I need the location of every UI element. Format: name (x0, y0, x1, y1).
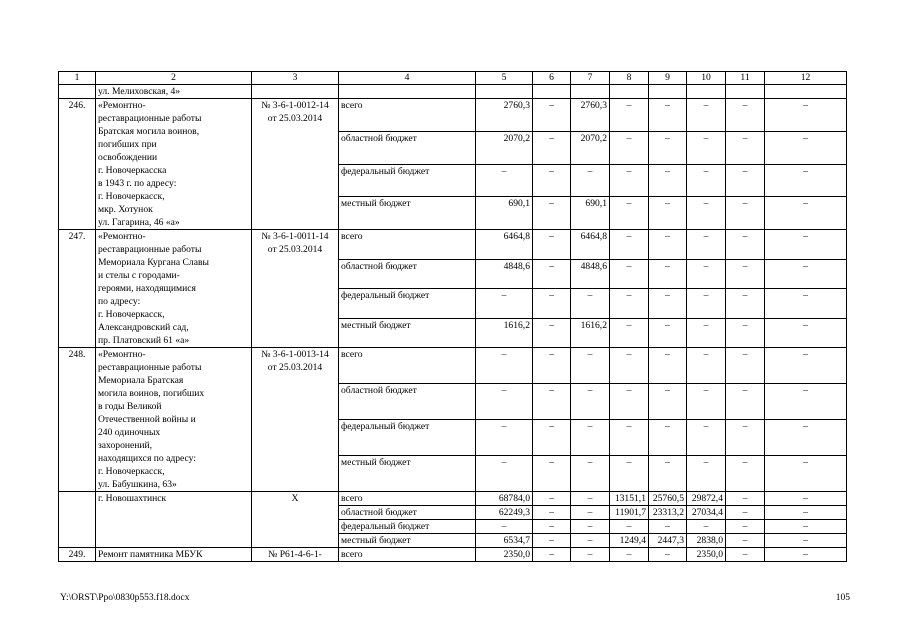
amount-cell-c6: – (533, 456, 571, 492)
amount-cell-c9: – (649, 230, 687, 260)
entry-name-line: «Ремонтно- (98, 349, 146, 360)
entry-name-line: Отечественной войны и (98, 414, 196, 425)
column-number-row (59, 72, 847, 85)
amount-cell-c12: – (765, 548, 847, 562)
entry-name-line: реставрационные работы (98, 113, 202, 124)
amount-cell-c10: 2838,0 (687, 534, 726, 548)
amount-cell-c10: – (687, 197, 726, 230)
amount-cell-c7: – (571, 520, 610, 534)
amount-cell-c8: 11901,7 (610, 506, 649, 520)
entry-number: 248. (59, 348, 96, 492)
amount-cell-c5: 68784,0 (476, 492, 533, 506)
entry-name-line: ул. Бабушкина, 63» (98, 479, 177, 490)
amount-cell-c6: – (533, 259, 571, 289)
budget-source-label: областной бюджет (339, 259, 476, 289)
amount-cell-c8: – (610, 164, 649, 197)
amount-cell-c9: – (649, 99, 687, 132)
entry-document-line: № Р61-4-6-1- (268, 549, 322, 560)
amount-cell-c5: – (476, 348, 533, 384)
amount-cell-c8: – (610, 318, 649, 348)
amount-cell-c5: 62249,3 (476, 506, 533, 520)
entry-name-line: Александровский сад, (98, 322, 189, 333)
entry-document (252, 230, 339, 348)
budget-source-label: всего (339, 230, 476, 260)
entry-name-line: погибших при (98, 139, 157, 150)
amount-cell-c5: 4848,6 (476, 259, 533, 289)
amount-cell-c11: – (726, 318, 765, 348)
budget-source-label: федеральный бюджет (339, 420, 476, 456)
entry-name-line: г. Новочеркасск, (98, 309, 165, 320)
amount-cell-c8: – (610, 289, 649, 319)
amount-cell-c9: 23313,2 (649, 506, 687, 520)
entry-name-line: г. Новочеркасска (98, 165, 167, 176)
entry-name-line: по адресу: (98, 296, 141, 307)
amount-cell-c7: – (571, 548, 610, 562)
entry-document-line: от 25.03.2014 (267, 113, 323, 124)
entry-name-line: «Ремонтно- (98, 231, 146, 242)
amount-cell-c9: – (649, 456, 687, 492)
amount-cell-c10: – (687, 348, 726, 384)
amount-cell-c9: – (649, 197, 687, 230)
amount-cell-c10: 2350,0 (687, 548, 726, 562)
budget-source-label: местный бюджет (339, 318, 476, 348)
entry-name-line: Мемориала Братская (98, 375, 184, 386)
entry-name-line: ул. Гагарина, 46 «а» (98, 217, 180, 228)
entry-name-line: в годы Великой (98, 401, 162, 412)
entry-name-line: героями, находящимися (98, 283, 196, 294)
amount-cell-c7: – (571, 348, 610, 384)
amount-cell-c11: – (726, 99, 765, 132)
amount-cell-c9: – (649, 131, 687, 164)
amount-cell-c11: – (726, 520, 765, 534)
amount-cell-c8: – (610, 520, 649, 534)
col-header: 8 (610, 72, 649, 85)
col-header: 1 (59, 72, 96, 85)
amount-cell-c11: – (726, 456, 765, 492)
amount-cell-c7: 1616,2 (571, 318, 610, 348)
entry-name-line: в 1943 г. по адресу: (98, 178, 177, 189)
budget-source-label: всего (339, 548, 476, 562)
entry-name-line: 240 одиночных (98, 427, 161, 438)
amount-cell-c9: 25760,5 (649, 492, 687, 506)
budget-source-label: федеральный бюджет (339, 520, 476, 534)
amount-cell-c12: – (765, 506, 847, 520)
entry-name-line: реставрационные работы (98, 362, 202, 373)
budget-source-label: всего (339, 348, 476, 384)
amount-cell-c6: – (533, 164, 571, 197)
amount-cell-c5: – (476, 420, 533, 456)
amount-cell-c11: – (726, 420, 765, 456)
amount-cell-c6: – (533, 520, 571, 534)
entry-document (252, 492, 339, 548)
budget-row (59, 230, 847, 260)
budget-source-label: всего (339, 492, 476, 506)
budget-source-label: федеральный бюджет (339, 164, 476, 197)
amount-cell-c9: – (649, 348, 687, 384)
amount-cell-c9: – (649, 384, 687, 420)
amount-cell-c6: – (533, 318, 571, 348)
entry-name-line: могила воинов, погибших (98, 388, 205, 399)
amount-cell-c8: – (610, 131, 649, 164)
entry-name (96, 548, 252, 562)
amount-cell-c7: – (571, 506, 610, 520)
amount-cell-c12: – (765, 318, 847, 348)
entry-document-line: от 25.03.2014 (267, 362, 323, 373)
amount-cell-c7: – (571, 164, 610, 197)
entry-document-line: № 3-6-1-0012-14 (261, 100, 329, 111)
amount-cell-c8: – (610, 548, 649, 562)
amount-cell-c10: – (687, 99, 726, 132)
amount-cell-c5: 6534,7 (476, 534, 533, 548)
col-header: 4 (339, 72, 476, 85)
amount-cell-c11: – (726, 348, 765, 384)
amount-cell-c8: – (610, 420, 649, 456)
amount-cell-c5: – (476, 520, 533, 534)
amount-cell-c11: – (726, 384, 765, 420)
entry-document (252, 548, 339, 562)
amount-cell-c10: – (687, 384, 726, 420)
amount-cell-c10: 27034,4 (687, 506, 726, 520)
col-header: 11 (726, 72, 765, 85)
amount-cell-c7: – (571, 492, 610, 506)
entry-name-line: г. Новошахтинск (98, 493, 167, 504)
col-header: 9 (649, 72, 687, 85)
amount-cell-c11: – (726, 548, 765, 562)
amount-cell-c8: – (610, 456, 649, 492)
col-header: 10 (687, 72, 726, 85)
amount-cell-c12: – (765, 99, 847, 132)
amount-cell-c9: – (649, 420, 687, 456)
col-header: 6 (533, 72, 571, 85)
amount-cell-c10: – (687, 164, 726, 197)
amount-cell-c7: – (571, 289, 610, 319)
amount-cell-c11: – (726, 289, 765, 319)
amount-cell-c10: – (687, 318, 726, 348)
amount-cell-c6: – (533, 99, 571, 132)
amount-cell-c7: 2760,3 (571, 99, 610, 132)
amount-cell-c9: – (649, 259, 687, 289)
amount-cell-c6: – (533, 230, 571, 260)
amount-cell-c5: 2070,2 (476, 131, 533, 164)
amount-cell-c6: – (533, 348, 571, 384)
entry-name-line: реставрационные работы (98, 244, 202, 255)
amount-cell-c7: 4848,6 (571, 259, 610, 289)
budget-source-label: федеральный бюджет (339, 289, 476, 319)
amount-cell-c12: – (765, 492, 847, 506)
amount-cell-c6: – (533, 420, 571, 456)
entry-name-line: г. Новочеркасск, (98, 191, 165, 202)
amount-cell-c9: – (649, 164, 687, 197)
amount-cell-c7: 2070,2 (571, 131, 610, 164)
budget-source-label: всего (339, 99, 476, 132)
amount-cell-c12: – (765, 456, 847, 492)
amount-cell-c8: – (610, 230, 649, 260)
amount-cell-c6: – (533, 131, 571, 164)
entry-name-line: освобождении (98, 152, 158, 163)
footer-file-path: Y:\ORST\Ppo\0830p553.f18.docx (60, 593, 190, 603)
amount-cell-c11: – (726, 164, 765, 197)
entry-name-line: мкр. Хотунок (98, 204, 153, 215)
amount-cell-c7: – (571, 456, 610, 492)
amount-cell-c12: – (765, 164, 847, 197)
entry-document-line: № 3-6-1-0011-14 (261, 231, 329, 242)
amount-cell-c6: – (533, 492, 571, 506)
entry-name-line: захоронений, (98, 440, 153, 451)
amount-cell-c9: – (649, 289, 687, 319)
entry-name-line: находящихся по адресу: (98, 453, 196, 464)
amount-cell-c8: – (610, 197, 649, 230)
entry-name-line: «Ремонтно- (98, 100, 146, 111)
amount-cell-c7: – (571, 384, 610, 420)
amount-cell-c7: – (571, 534, 610, 548)
budget-source-label: областной бюджет (339, 384, 476, 420)
program-table (58, 71, 847, 562)
amount-cell-c5: – (476, 384, 533, 420)
continuation-name: ул. Мелиховская, 4» (96, 85, 252, 99)
amount-cell-c9: 2447,3 (649, 534, 687, 548)
entry-name (96, 348, 252, 492)
amount-cell-c6: – (533, 534, 571, 548)
amount-cell-c11: – (726, 534, 765, 548)
amount-cell-c11: – (726, 230, 765, 260)
continuation-row (59, 85, 847, 99)
entry-number: 246. (59, 99, 96, 230)
amount-cell-c12: – (765, 197, 847, 230)
budget-row (59, 548, 847, 562)
entry-name (96, 99, 252, 230)
amount-cell-c6: – (533, 548, 571, 562)
amount-cell-c8: – (610, 384, 649, 420)
amount-cell-c10: – (687, 456, 726, 492)
entry-number: 249. (59, 548, 96, 562)
amount-cell-c10: – (687, 259, 726, 289)
entry-name-line: Братская могила воинов, (98, 126, 200, 137)
budget-row (59, 99, 847, 132)
amount-cell-c5: 2350,0 (476, 548, 533, 562)
col-header: 2 (96, 72, 252, 85)
entry-name (96, 492, 252, 548)
col-header: 7 (571, 72, 610, 85)
amount-cell-c8: – (610, 259, 649, 289)
amount-cell-c8: – (610, 348, 649, 384)
budget-source-label: областной бюджет (339, 506, 476, 520)
amount-cell-c6: – (533, 506, 571, 520)
amount-cell-c10: – (687, 289, 726, 319)
amount-cell-c9: – (649, 520, 687, 534)
amount-cell-c8: 1249,4 (610, 534, 649, 548)
amount-cell-c5: – (476, 456, 533, 492)
entry-name-line: г. Новочеркасск, (98, 466, 165, 477)
entry-number: 247. (59, 230, 96, 348)
amount-cell-c12: – (765, 230, 847, 260)
amount-cell-c6: – (533, 384, 571, 420)
amount-cell-c5: 6464,8 (476, 230, 533, 260)
amount-cell-c12: – (765, 131, 847, 164)
amount-cell-c8: 13151,1 (610, 492, 649, 506)
budget-row (59, 492, 847, 506)
entry-name-line: и стелы с городами- (98, 270, 180, 281)
amount-cell-c11: – (726, 492, 765, 506)
entry-document-line: от 25.03.2014 (267, 244, 323, 255)
entry-name-line: Ремонт памятника МБУК (98, 549, 203, 560)
amount-cell-c5: 1616,2 (476, 318, 533, 348)
amount-cell-c5: 2760,3 (476, 99, 533, 132)
amount-cell-c12: – (765, 348, 847, 384)
amount-cell-c10: – (687, 131, 726, 164)
amount-cell-c5: – (476, 289, 533, 319)
entry-document-line: Х (291, 493, 299, 504)
col-header: 5 (476, 72, 533, 85)
amount-cell-c5: 690,1 (476, 197, 533, 230)
entry-number (59, 492, 96, 548)
amount-cell-c6: – (533, 289, 571, 319)
amount-cell-c7: – (571, 420, 610, 456)
amount-cell-c12: – (765, 259, 847, 289)
footer-page-number: 105 (835, 593, 850, 603)
entry-name (96, 230, 252, 348)
amount-cell-c8: – (610, 99, 649, 132)
entry-document (252, 99, 339, 230)
amount-cell-c11: – (726, 259, 765, 289)
budget-source-label: областной бюджет (339, 131, 476, 164)
budget-source-label: местный бюджет (339, 534, 476, 548)
entry-name-line: пр. Платовский 61 «а» (98, 335, 190, 346)
amount-cell-c10: – (687, 230, 726, 260)
amount-cell-c5: – (476, 164, 533, 197)
amount-cell-c12: – (765, 520, 847, 534)
amount-cell-c10: 29872,4 (687, 492, 726, 506)
entry-document (252, 348, 339, 492)
amount-cell-c11: – (726, 197, 765, 230)
amount-cell-c12: – (765, 384, 847, 420)
amount-cell-c11: – (726, 131, 765, 164)
amount-cell-c9: – (649, 318, 687, 348)
amount-cell-c10: – (687, 420, 726, 456)
budget-row (59, 348, 847, 384)
amount-cell-c12: – (765, 420, 847, 456)
amount-cell-c12: – (765, 534, 847, 548)
amount-cell-c9: – (649, 548, 687, 562)
amount-cell-c12: – (765, 289, 847, 319)
amount-cell-c11: – (726, 506, 765, 520)
col-header: 3 (252, 72, 339, 85)
amount-cell-c6: – (533, 197, 571, 230)
amount-cell-c10: – (687, 520, 726, 534)
col-header: 12 (765, 72, 847, 85)
budget-source-label: местный бюджет (339, 197, 476, 230)
amount-cell-c7: 6464,8 (571, 230, 610, 260)
entry-document-line: № 3-6-1-0013-14 (261, 349, 329, 360)
amount-cell-c7: 690,1 (571, 197, 610, 230)
budget-source-label: местный бюджет (339, 456, 476, 492)
entry-name-line: Мемориала Кургана Славы (98, 257, 209, 268)
